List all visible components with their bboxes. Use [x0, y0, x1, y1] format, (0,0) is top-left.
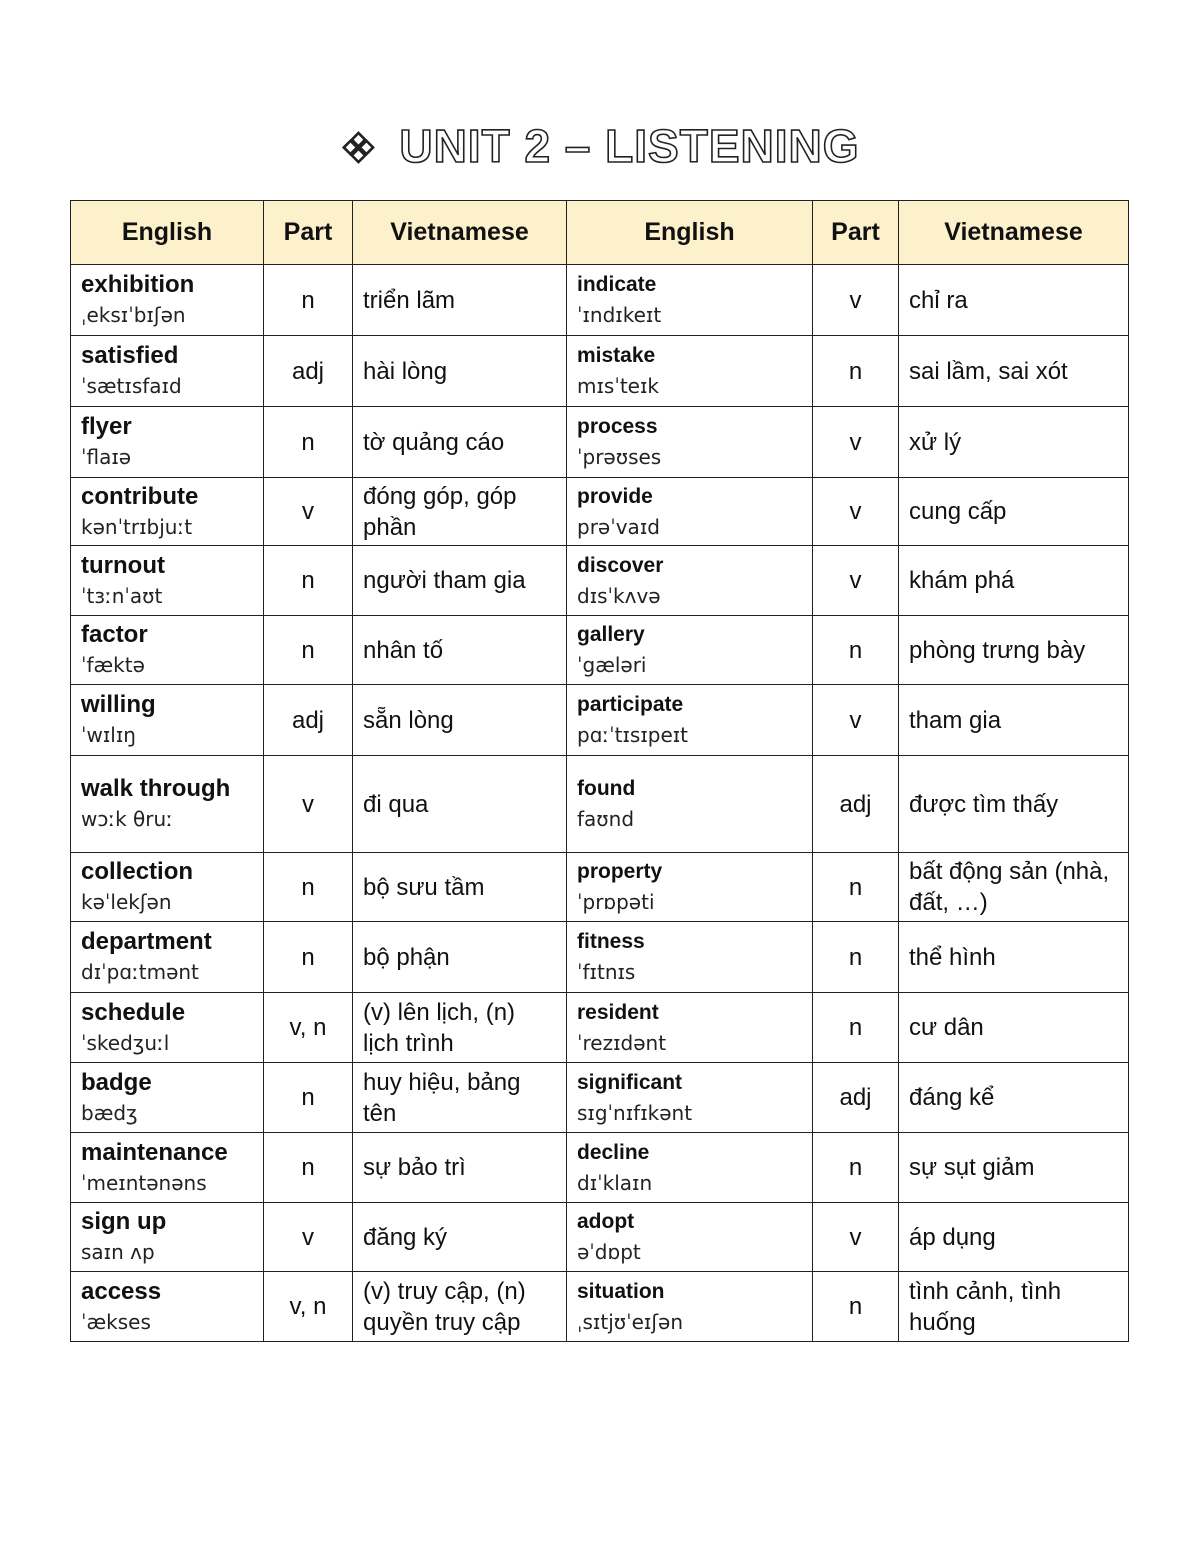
table-row [71, 478, 1129, 546]
english-word: walk through [81, 775, 231, 802]
vietnamese-meaning-cell: thể hình [899, 922, 1129, 993]
english-word: discover [577, 553, 664, 577]
english-word-cell [71, 265, 264, 336]
english-word-cell [567, 407, 813, 478]
vocabulary-table [70, 200, 1129, 1342]
pronunciation: mɪsˈteɪk [577, 374, 659, 398]
vietnamese-meaning-cell: bất động sản (nhà, đất, …) [899, 853, 1129, 922]
vietnamese-meaning-cell: sự bảo trì [353, 1133, 567, 1203]
table-row [71, 407, 1129, 478]
english-word-cell [71, 546, 264, 616]
vietnamese-meaning-cell: tình cảnh, tình huống [899, 1272, 1129, 1342]
vietnamese-meaning-cell: sự sụt giảm [899, 1133, 1129, 1203]
page-title [0, 116, 1200, 179]
english-word-cell [567, 922, 813, 993]
part-of-speech-cell: v, n [264, 993, 353, 1063]
english-word: factor [81, 621, 148, 648]
pronunciation: ˈflaɪə [81, 445, 132, 469]
table-row [71, 1133, 1129, 1203]
table-row [71, 546, 1129, 616]
part-of-speech-cell: n [813, 853, 899, 922]
english-word: collection [81, 858, 194, 885]
part-of-speech-cell: n [264, 1063, 353, 1133]
header-part-left: Part [264, 201, 353, 265]
vietnamese-meaning-cell: khám phá [899, 546, 1129, 616]
english-word: adopt [577, 1210, 635, 1233]
vietnamese-meaning-cell: triển lãm [353, 265, 567, 336]
vietnamese-meaning-cell: chỉ ra [899, 265, 1129, 336]
part-of-speech-cell: n [264, 265, 353, 336]
part-of-speech-cell: adj [813, 1063, 899, 1133]
header-english-right: English [567, 201, 813, 265]
english-word-cell [567, 478, 813, 546]
english-word-cell [567, 993, 813, 1063]
english-word: flyer [81, 413, 132, 440]
pronunciation: prəˈvaɪd [577, 514, 660, 539]
vietnamese-meaning-cell: cung cấp [899, 478, 1129, 546]
english-word: fitness [577, 930, 645, 953]
part-of-speech-cell: v [264, 478, 353, 546]
vietnamese-meaning-cell: cư dân [899, 993, 1129, 1063]
vietnamese-meaning-cell: người tham gia [353, 546, 567, 616]
pronunciation: ˈækses [81, 1309, 151, 1334]
pronunciation: dɪsˈkʌvə [577, 583, 661, 608]
english-word: satisfied [81, 342, 179, 369]
english-word-cell [567, 756, 813, 853]
english-word-cell [71, 407, 264, 478]
english-word-cell [71, 853, 264, 922]
english-word: found [577, 777, 636, 800]
english-word: contribute [81, 482, 199, 510]
part-of-speech-cell: v [813, 478, 899, 546]
english-word-cell [567, 265, 813, 336]
english-word-cell [71, 922, 264, 993]
table-row [71, 756, 1129, 853]
english-word-cell [71, 756, 264, 853]
vietnamese-meaning-cell: huy hiệu, bảng tên [353, 1063, 567, 1133]
table-row [71, 1272, 1129, 1342]
vietnamese-meaning-cell: (v) lên lịch, (n) lịch trình [353, 993, 567, 1063]
part-of-speech-cell: n [813, 993, 899, 1063]
english-word-cell [567, 546, 813, 616]
vietnamese-meaning-cell: nhân tố [353, 616, 567, 685]
table-row [71, 1203, 1129, 1272]
part-of-speech-cell: n [813, 616, 899, 685]
header-row [71, 201, 1129, 265]
header-vietnamese-left: Vietnamese [353, 201, 567, 265]
pronunciation: ˈwɪlɪŋ [81, 723, 136, 747]
pronunciation: pɑːˈtɪsɪpeɪt [577, 723, 689, 747]
vietnamese-meaning-cell: hài lòng [353, 336, 567, 407]
pronunciation: ˈsætɪsfaɪd [81, 374, 182, 398]
english-word: mistake [577, 344, 656, 367]
pronunciation: wɔːk θruː [81, 807, 173, 831]
header-english-left: English [71, 201, 264, 265]
pronunciation: əˈdɒpt [577, 1240, 641, 1264]
pronunciation: faʊnd [577, 807, 635, 831]
part-of-speech-cell: v, n [264, 1272, 353, 1342]
table-row [71, 616, 1129, 685]
pronunciation: dɪˈpɑːtmənt [81, 960, 199, 984]
english-word-cell [567, 685, 813, 756]
english-word-cell [71, 993, 264, 1063]
table-row [71, 1063, 1129, 1133]
english-word: gallery [577, 623, 645, 646]
vietnamese-meaning-cell: đi qua [353, 756, 567, 853]
part-of-speech-cell: n [264, 616, 353, 685]
pronunciation: bædʒ [81, 1100, 138, 1125]
pronunciation: ˌeksɪˈbɪʃən [81, 303, 186, 327]
english-word: participate [577, 693, 684, 716]
part-of-speech-cell: v [264, 756, 353, 853]
header-vietnamese-right: Vietnamese [899, 201, 1129, 265]
header-part-right: Part [813, 201, 899, 265]
pronunciation: dɪˈklaɪn [577, 1170, 653, 1195]
pronunciation: ˈmeɪntənəns [81, 1170, 207, 1195]
vietnamese-meaning-cell: được tìm thấy [899, 756, 1129, 853]
part-of-speech-cell: v [264, 1203, 353, 1272]
english-word-cell [71, 336, 264, 407]
table-row [71, 993, 1129, 1063]
part-of-speech-cell: v [813, 1203, 899, 1272]
part-of-speech-cell: adj [264, 685, 353, 756]
pronunciation: saɪn ʌp [81, 1240, 155, 1264]
english-word: schedule [81, 998, 186, 1026]
english-word-cell [71, 1203, 264, 1272]
pronunciation: ˌsɪtjʊˈeɪʃən [577, 1309, 684, 1334]
title-text: UNIT 2 – LISTENING [399, 120, 860, 172]
vietnamese-meaning-cell: đăng ký [353, 1203, 567, 1272]
vietnamese-meaning-cell: sẵn lòng [353, 685, 567, 756]
part-of-speech-cell: n [813, 1133, 899, 1203]
part-of-speech-cell: n [264, 546, 353, 616]
english-word: property [577, 860, 663, 883]
pronunciation: ˈfæktə [81, 653, 145, 677]
table-row [71, 685, 1129, 756]
pronunciation: ˈskedʒuːl [81, 1030, 170, 1055]
part-of-speech-cell: v [813, 685, 899, 756]
english-word: indicate [577, 273, 657, 296]
vietnamese-meaning-cell: tờ quảng cáo [353, 407, 567, 478]
vietnamese-meaning-cell: sai lầm, sai xót [899, 336, 1129, 407]
english-word-cell [567, 1203, 813, 1272]
pronunciation: sɪgˈnɪfɪkənt [577, 1100, 693, 1125]
part-of-speech-cell: n [813, 1272, 899, 1342]
pronunciation: ˈprəʊses [577, 445, 662, 469]
english-word: provide [577, 484, 653, 508]
table-row [71, 922, 1129, 993]
english-word-cell [567, 853, 813, 922]
english-word: access [81, 1277, 162, 1305]
english-word: situation [577, 1279, 665, 1303]
table-row [71, 336, 1129, 407]
part-of-speech-cell: n [264, 922, 353, 993]
part-of-speech-cell: n [264, 1133, 353, 1203]
vietnamese-meaning-cell: áp dụng [899, 1203, 1129, 1272]
english-word: significant [577, 1070, 683, 1094]
part-of-speech-cell: n [813, 336, 899, 407]
english-word-cell [567, 1133, 813, 1203]
english-word-cell [71, 685, 264, 756]
part-of-speech-cell: adj [813, 756, 899, 853]
pronunciation: ˈfɪtnɪs [577, 960, 636, 984]
pronunciation: kənˈtrɪbjuːt [81, 514, 193, 539]
pronunciation: ˈrezɪdənt [577, 1030, 667, 1055]
table-row [71, 853, 1129, 922]
vietnamese-meaning-cell: xử lý [899, 407, 1129, 478]
table-row [71, 265, 1129, 336]
part-of-speech-cell: n [264, 853, 353, 922]
english-word-cell [71, 1133, 264, 1203]
part-of-speech-cell: v [813, 407, 899, 478]
pronunciation: ˈɪndɪkeɪt [577, 303, 662, 327]
english-word: turnout [81, 551, 165, 579]
pronunciation: kəˈlekʃən [81, 890, 172, 914]
diamond-ornament-icon: ❖ [340, 127, 378, 171]
part-of-speech-cell: n [264, 407, 353, 478]
english-word-cell [71, 616, 264, 685]
english-word-cell [71, 1272, 264, 1342]
vietnamese-meaning-cell: bộ sưu tầm [353, 853, 567, 922]
vietnamese-meaning-cell: (v) truy cập, (n) quyền truy cập [353, 1272, 567, 1342]
vietnamese-meaning-cell: phòng trưng bày [899, 616, 1129, 685]
english-word: department [81, 928, 212, 955]
part-of-speech-cell: adj [264, 336, 353, 407]
part-of-speech-cell: v [813, 546, 899, 616]
english-word: exhibition [81, 271, 195, 298]
vietnamese-meaning-cell: đóng góp, góp phần [353, 478, 567, 546]
english-word-cell [567, 336, 813, 407]
pronunciation: ˈprɒpəti [577, 890, 655, 914]
part-of-speech-cell: v [813, 265, 899, 336]
english-word: maintenance [81, 1138, 228, 1166]
english-word-cell [567, 616, 813, 685]
english-word-cell [567, 1272, 813, 1342]
vietnamese-meaning-cell: đáng kể [899, 1063, 1129, 1133]
english-word: sign up [81, 1208, 167, 1235]
english-word: resident [577, 1000, 659, 1024]
pronunciation: ˈtɜːnˈaʊt [81, 583, 163, 608]
pronunciation: ˈgæləri [577, 653, 647, 677]
english-word-cell [71, 478, 264, 546]
english-word: willing [81, 691, 156, 718]
vietnamese-meaning-cell: bộ phận [353, 922, 567, 993]
part-of-speech-cell: n [813, 922, 899, 993]
english-word: badge [81, 1068, 152, 1096]
english-word: decline [577, 1140, 650, 1164]
english-word-cell [567, 1063, 813, 1133]
english-word-cell [71, 1063, 264, 1133]
english-word: process [577, 415, 658, 438]
vietnamese-meaning-cell: tham gia [899, 685, 1129, 756]
